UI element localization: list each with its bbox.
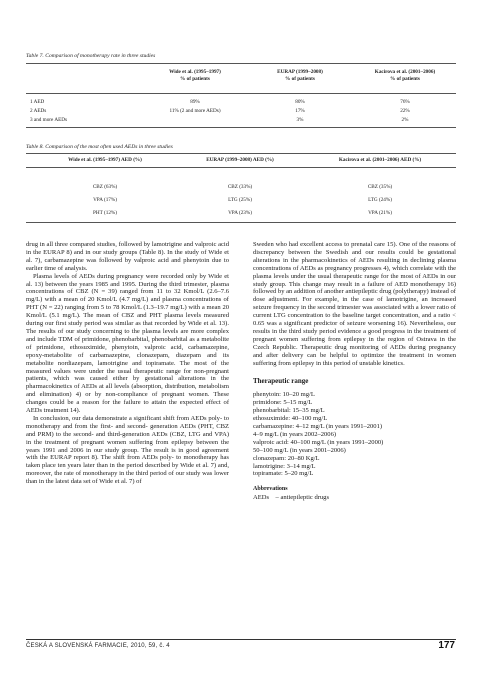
table8-cell: VPA (17%) bbox=[93, 197, 117, 203]
table8-cell: LTG (25%) bbox=[228, 197, 252, 203]
table8-cell: CBZ (33%) bbox=[227, 184, 253, 190]
journal-footer: ČESKÁ A SLOVENSKÁ FARMACIE, 2010, 59, č. 4 bbox=[26, 643, 170, 649]
table8-top-rule bbox=[26, 153, 456, 154]
table7-cell: 76% bbox=[400, 99, 410, 105]
table7-header-wide: Wide et al. (1995–1997) % of patients bbox=[169, 69, 221, 82]
table7-header-eurap: EURAP (1999–2008) % of patients bbox=[277, 69, 323, 82]
table7-cell: 17% bbox=[295, 108, 305, 114]
table7-cell: 3% bbox=[296, 117, 304, 123]
paragraph: In conclusion, our data demonstrate a significant shift from AEDs poly- to monotherapy and from the first- and second- generation AEDs (PHT, CBZ and PRM) to the second- and third-generation AEDs (CBZ, LTG and VPA) in the treatment of pregnant women suffering from epilepsy between the years 1991 and 2006 in our study group. The result is in good agreement with the EURAP report 8). The shift from AEDs poly- to monotherapy has taken place ten years later than in the period described by Wide et al. 7) and, moreover, the rate of monotherapy in the third period of our study was lower than in the latest data set of Wide et al. 7) of bbox=[26, 414, 229, 486]
table8-cell: LTG (24%) bbox=[368, 197, 392, 203]
table7-cell: 11% (2 and more AEDs) bbox=[169, 108, 221, 114]
table7-cell: 22% bbox=[400, 108, 410, 114]
paragraph: Plasma levels of AEDs during pregnancy were recorded only by Wide et al. 13) between the years 1985 and 1995. During the third trimester, plasma concentrations of CBZ (N = 39) ranged from 11 to 32 Kmol/L (2.6–7.6 mg/L) with a mean of 20 Kmol/L (4.7 mg/L) and plasma concentrations of PHT (N = 22) ranging from 5 to 78 Kmol/L (1.3–19.7 mg/L) with a mean 20 Kmol/L (5.1 mg/L). The mean of CBZ and PHT plasma levels measured during our first study period was similar as that recorded by Wide et al. 13). The results of our study concerning to the plasma levels are more complex and include TDM of primidone, phenobarbital, phenobarbital as a metabolite of primidone, ethosuximide, phenytoin, valproic acid, carbamazepine, epoxy-metabolite of carbamazepine, clonazepam, diazepam and its metabolite nordiazepam, lamotrigine and topiramate. The most of the measured values were under the usual therapeutic range for non-pregnant patients, which was caused either by gestational alterations in the pharmacokinetics of AEDs at all levels (absorption, distribution, metabolism and elimination) 4) or by non-compliance of pregnant women. These changes could be a reason for the failure to attain the expected effect of AEDs treatment 14). bbox=[26, 272, 229, 415]
table7-header-rule bbox=[26, 93, 456, 94]
table8-cell: CBZ (63%) bbox=[92, 184, 118, 190]
table7-row-label: 3 and more AEDs bbox=[30, 117, 68, 123]
range-item: 4–9 mg/L (in years 2002–2006) bbox=[253, 430, 337, 438]
table7-header-kacirova: Kacirova et al. (2001–2006) % of patients bbox=[374, 69, 436, 82]
range-item: carbamazepine: 4–12 mg/L (in years 1991–2001) bbox=[253, 423, 383, 431]
right-column bbox=[253, 241, 456, 502]
footer-rule bbox=[26, 639, 456, 640]
range-item: phenytoin: 10–20 mg/L bbox=[253, 391, 315, 399]
page-number: 177 bbox=[438, 640, 455, 651]
range-item: primidone: 5–15 mg/L bbox=[253, 399, 313, 407]
range-item: phenobarbital: 15–35 mg/L bbox=[253, 407, 325, 415]
table8-caption: Table 8. Comparison of the most often used AEDs in three studies bbox=[26, 144, 173, 150]
table7-top-rule bbox=[26, 63, 456, 64]
table7-caption: Table 7. Comparison of monotherapy rate in three studies bbox=[26, 53, 156, 59]
range-item: ethosuximide: 40–100 mg/L bbox=[253, 415, 328, 423]
table8-cell: CBZ (35%) bbox=[367, 184, 393, 190]
table8-header-rule bbox=[26, 167, 456, 168]
table8-header-wide: Wide et al. (1995–1997) AED (%) bbox=[68, 157, 142, 163]
table8-header-eurap: EURAP (1999–2008) AED (%) bbox=[206, 157, 274, 163]
table8-header-kacirova: Kacirova et al. (2001–2006) AED (%) bbox=[338, 157, 422, 163]
paragraph: drug in all three compared studies, followed by lamotrigine and valproic acid in the EURAP 8) and in our study groups (Table 8). In the study of Wide et al. 7), carbamazepine was followed by valproic acid and phenytoin due to earlier time of analysis. bbox=[26, 241, 229, 272]
table7-cell: 80% bbox=[295, 99, 305, 105]
table7-bottom-rule bbox=[26, 127, 456, 128]
paragraph: Sweden who had excellent access to prenatal care 15). One of the reasons of discrepancy between the Swedish and our results could be gestational alterations in the pharmacokinetics of AEDs resulting in declining plasma concentrations of AEDs as pregnancy progresses 4), which correlate with the plasma levels under the usual therapeutic range for the most of AEDs in our study group. This change may result in a failure of AED monotherapy 16) followed by an addition of another antiepileptic drug (polytherapy) instead of dose adjustment. For example, in the case of lamotrigine, an increased seizure frequency in the second trimester was associated with a lower ratio of current LTG concentration to the baseline target concentration, and a ratio < 0.65 was a significant predictor of seizure worsening 16). Nevertheless, our results in the third study period evidence a good progress in the treatment of pregnant women suffering from epilepsy in the region of Ostrava in the Czech Republic. Therapeutic drug monitoring of AEDs during pregnancy and after delivery can be helpful to optimize the treatment in women suffering from epilepsy in this period of unstable kinetics. bbox=[253, 241, 456, 367]
table7-row-label: 1 AED bbox=[30, 99, 45, 105]
table8-cell: PHT (12%) bbox=[93, 210, 117, 216]
range-item: lamotrigine: 3–14 mg/L bbox=[253, 462, 316, 470]
table8-bottom-rule bbox=[26, 222, 456, 223]
table7-cell: 2% bbox=[401, 117, 409, 123]
range-item: topiramate: 5–20 mg/L bbox=[253, 470, 314, 478]
range-item: valproic acid: 40–100 mg/L (in years 1991–2000) bbox=[253, 438, 384, 446]
range-item: clonazepam: 20–80 Kg/L bbox=[253, 454, 320, 462]
range-item: 50–100 mg/L (in years 2001–2006) bbox=[253, 446, 346, 454]
table7-row-label: 2 AEDs bbox=[30, 108, 47, 114]
table8-cell: VPA (21%) bbox=[368, 210, 392, 216]
abbreviation-item: AEDs – antiepileptic drugs bbox=[253, 494, 330, 502]
table7-cell: 89% bbox=[190, 99, 200, 105]
abbreviations-heading: Abbrevations bbox=[253, 486, 288, 493]
section-heading-therapeutic-range: Therapeutic range bbox=[253, 376, 309, 385]
table8-cell: VPA (23%) bbox=[228, 210, 252, 216]
left-column bbox=[26, 241, 229, 486]
